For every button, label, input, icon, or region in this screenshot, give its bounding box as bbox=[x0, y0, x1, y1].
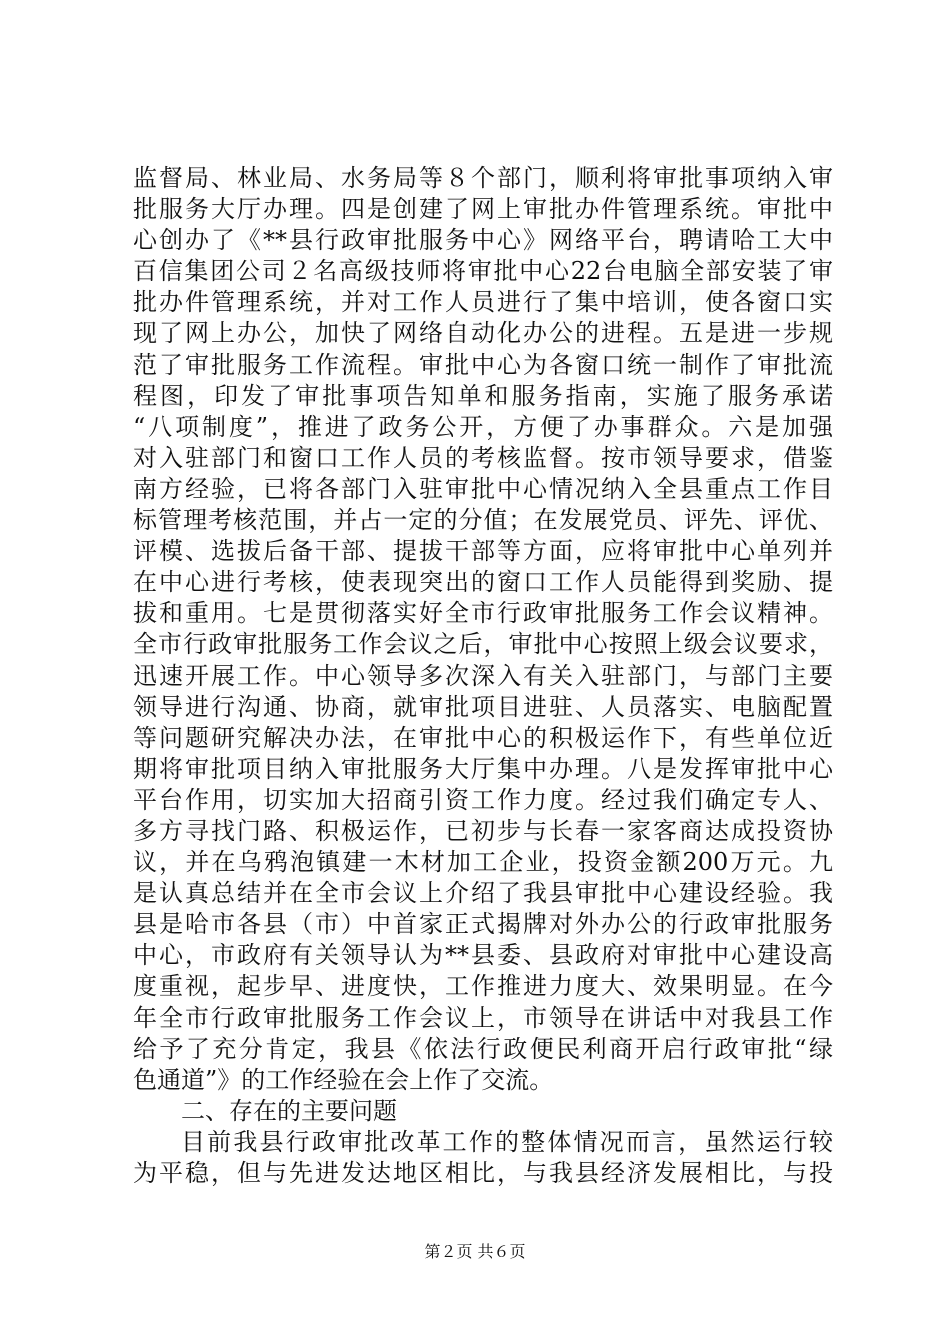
text-line: “八项制度”，推进了政务公开，方便了办事群众。六是加强 bbox=[133, 412, 833, 441]
page-number: 第２页 共６页 bbox=[424, 1242, 526, 1261]
text-line: 是认真总结并在全市会议上介绍了我县审批中心建设经验。我 bbox=[133, 879, 833, 908]
text-line: 拔和重用。七是贯彻落实好全市行政审批服务工作会议精神。 bbox=[133, 599, 833, 628]
text-line: 目前我县行政审批改革工作的整体情况而言，虽然运行较 bbox=[181, 1127, 833, 1156]
text-line: 等问题研究解决办法，在审批中心的积极运作下，有些单位近 bbox=[133, 723, 833, 752]
text-line: 中心，市政府有关领导认为**县委、县政府对审批中心建设高 bbox=[133, 941, 833, 970]
text-line: 标管理考核范围，并占一定的分值；在发展党员、评先、评优、 bbox=[133, 506, 833, 535]
text-line: 在中心进行考核，使表现突出的窗口工作人员能得到奖励、提 bbox=[133, 568, 833, 597]
text-line: 度重视，起步早、进度快，工作推进力度大、效果明显。在今 bbox=[133, 972, 833, 1001]
text-line: 期将审批项目纳入审批服务大厅集中办理。八是发挥审批中心 bbox=[133, 754, 833, 783]
text-line: 对入驻部门和窗口工作人员的考核监督。按市领导要求，借鉴 bbox=[133, 443, 833, 472]
document-body bbox=[133, 163, 833, 1189]
text-line: 迅速开展工作。中心领导多次深入有关入驻部门，与部门主要 bbox=[133, 661, 833, 690]
text-line: 色通道”》的工作经验在会上作了交流。 bbox=[133, 1065, 554, 1094]
text-line: 范了审批服务工作流程。审批中心为各窗口统一制作了审批流 bbox=[133, 350, 833, 379]
text-line: 心创办了《**县行政审批服务中心》网络平台，聘请哈工大中 bbox=[133, 226, 833, 255]
text-line: 监督局、林业局、水务局等８个部门，顺利将审批事项纳入审 bbox=[133, 164, 833, 192]
text-line: 领导进行沟通、协商，就审批项目进驻、人员落实、电脑配置 bbox=[133, 692, 833, 721]
section-heading: 二、存在的主要问题 bbox=[181, 1096, 397, 1125]
text-line: 给予了充分肯定，我县《依法行政便民利商开启行政审批“绿 bbox=[133, 1034, 833, 1063]
text-line: 多方寻找门路、积极运作，已初步与长春一家客商达成投资协 bbox=[133, 816, 833, 845]
text-line: 批服务大厅办理。四是创建了网上审批办件管理系统。审批中 bbox=[133, 195, 833, 224]
text-line: 南方经验，已将各部门入驻审批中心情况纳入全县重点工作目 bbox=[133, 474, 833, 503]
text-line: 批办件管理系统，并对工作人员进行了集中培训，使各窗口实 bbox=[133, 288, 833, 317]
text-line: 评模、选拔后备干部、提拔干部等方面，应将审批中心单列并 bbox=[133, 537, 833, 566]
text-line: 现了网上办公，加快了网络自动化办公的进程。五是进一步规 bbox=[133, 319, 833, 348]
text-line: 为平稳，但与先进发达地区相比，与我县经济发展相比，与投 bbox=[133, 1159, 833, 1187]
text-line: 全市行政审批服务工作会议之后，审批中心按照上级会议要求， bbox=[133, 630, 833, 659]
text-line: 平台作用，切实加大招商引资工作力度。经过我们确定专人、 bbox=[133, 785, 833, 814]
text-line: 议，并在乌鸦泡镇建一木材加工企业，投资金额200万元。九 bbox=[133, 848, 833, 877]
text-line: 程图，印发了审批事项告知单和服务指南，实施了服务承诺 bbox=[133, 381, 833, 410]
text-line: 年全市行政审批服务工作会议上，市领导在讲话中对我县工作 bbox=[133, 1003, 833, 1032]
text-line: 县是哈市各县（市）中首家正式揭牌对外办公的行政审批服务 bbox=[133, 910, 833, 939]
text-line: 百信集团公司２名高级技师将审批中心22台电脑全部安装了审 bbox=[133, 257, 833, 286]
